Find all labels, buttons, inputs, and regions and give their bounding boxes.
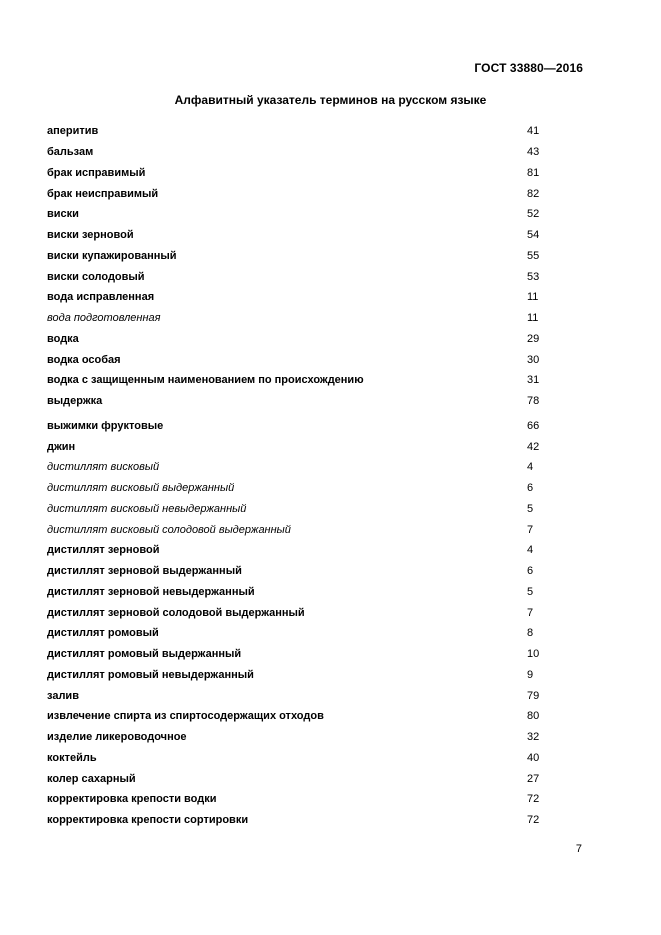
index-entry <box>47 602 567 623</box>
index-entry <box>47 246 567 267</box>
index-term: коктейль <box>47 751 97 764</box>
index-entry <box>47 789 567 810</box>
index-page-ref: 52 <box>527 208 540 221</box>
index-page-ref: 72 <box>527 814 540 827</box>
index-term: вода подготовленная <box>47 312 161 325</box>
index-term: извлечение спирта из спиртосодержащих отходов <box>47 710 324 723</box>
index-title: Алфавитный указатель терминов на русском языке <box>174 93 487 107</box>
index-entry <box>47 225 567 246</box>
index-entry <box>47 204 567 225</box>
index-entry <box>47 706 567 727</box>
index-page-ref: 41 <box>527 125 540 138</box>
index-entry <box>47 478 567 499</box>
index-entry <box>47 665 567 686</box>
index-term: дистиллят зерновой невыдержанный <box>47 585 255 598</box>
index-entry <box>47 540 567 561</box>
index-term: дистиллят ромовый <box>47 627 159 640</box>
index-term: дистиллят висковый солодовой выдержанный <box>47 523 291 536</box>
index-page-ref: 7 <box>527 523 534 536</box>
index-term: выдержка <box>47 395 103 408</box>
index-entry <box>47 727 567 748</box>
index-term: дистиллят зерновой <box>47 544 160 557</box>
index-term: виски купажированный <box>47 249 177 262</box>
index-term: дистиллят висковый невыдержанный <box>47 502 247 515</box>
index-entry <box>47 183 567 204</box>
index-term: бальзам <box>47 146 94 159</box>
index-term: дистиллят ромовый невыдержанный <box>47 668 254 681</box>
page-number: 7 <box>575 843 582 855</box>
index-page-ref: 5 <box>527 502 534 515</box>
index-page-ref: 11 <box>527 291 539 304</box>
index-term: аперитив <box>47 125 99 138</box>
index-term: виски <box>47 208 79 221</box>
index-entry <box>47 287 567 308</box>
index-term: джин <box>47 440 76 453</box>
index-entry <box>47 163 567 184</box>
index-page-ref: 80 <box>527 710 540 723</box>
index-page-ref: 32 <box>527 731 540 744</box>
index-term: виски зерновой <box>47 229 134 242</box>
index-term: дистиллят зерновой солодовой выдержанный <box>47 606 305 619</box>
index-page-ref: 82 <box>527 187 540 200</box>
index-page-ref: 31 <box>527 374 540 387</box>
index-entry <box>47 436 567 457</box>
index-entry <box>47 370 567 391</box>
index-page-ref: 6 <box>527 482 534 495</box>
index-page-ref: 27 <box>527 772 540 785</box>
index-entry <box>47 623 567 644</box>
index-entry <box>47 266 567 287</box>
index-entry <box>47 391 567 412</box>
index-page-ref: 4 <box>527 461 534 474</box>
index-term: брак неисправимый <box>47 187 159 200</box>
document-code: ГОСТ 33880—2016 <box>474 61 583 75</box>
index-entry <box>47 644 567 665</box>
index-term: дистиллят ромовый выдержанный <box>47 648 242 661</box>
index-term: изделие ликероводочное <box>47 731 187 744</box>
index-term: дистиллят зерновой выдержанный <box>47 565 242 578</box>
index-page-ref: 9 <box>527 668 534 681</box>
index-entry <box>47 349 567 370</box>
index-term: корректировка крепости водки <box>47 793 217 806</box>
index-entry <box>47 308 567 329</box>
index-page-ref: 7 <box>527 606 534 619</box>
index-page-ref: 29 <box>527 332 540 345</box>
index-entry <box>47 582 567 603</box>
index-page-ref: 10 <box>527 648 540 661</box>
index-page-ref: 11 <box>527 312 539 325</box>
term-index-list <box>47 121 567 831</box>
index-page-ref: 54 <box>527 229 540 242</box>
index-page-ref: 40 <box>527 751 540 764</box>
index-page-ref: 78 <box>527 395 540 408</box>
index-entry <box>47 519 567 540</box>
index-entry <box>47 768 567 789</box>
index-page-ref: 79 <box>527 689 540 702</box>
index-entry <box>47 121 567 142</box>
index-entry <box>47 329 567 350</box>
index-term: выжимки фруктовые <box>47 419 164 432</box>
index-term: вода исправленная <box>47 291 155 304</box>
index-page-ref: 30 <box>527 353 540 366</box>
index-entry <box>47 142 567 163</box>
index-entry <box>47 685 567 706</box>
index-entry <box>47 748 567 769</box>
index-page-ref: 81 <box>527 166 540 179</box>
index-entry <box>47 561 567 582</box>
index-term: брак исправимый <box>47 166 146 179</box>
index-term: дистиллят висковый <box>47 461 160 474</box>
index-page-ref: 43 <box>527 146 540 159</box>
index-term: корректировка крепости сортировки <box>47 814 249 827</box>
index-page-ref: 5 <box>527 585 534 598</box>
index-entry <box>47 457 567 478</box>
index-term: водка особая <box>47 353 121 366</box>
index-page-ref: 6 <box>527 565 534 578</box>
index-term: залив <box>47 689 79 702</box>
index-term: колер сахарный <box>47 772 136 785</box>
index-page-ref: 4 <box>527 544 534 557</box>
index-entry <box>47 810 567 831</box>
index-page-ref: 72 <box>527 793 540 806</box>
index-term: дистиллят висковый выдержанный <box>47 482 235 495</box>
index-page-ref: 8 <box>527 627 534 640</box>
index-entry <box>47 499 567 520</box>
index-page-ref: 42 <box>527 440 540 453</box>
index-entry <box>47 416 567 437</box>
index-term: водка с защищенным наименованием по происхождению <box>47 374 364 387</box>
index-term: виски солодовый <box>47 270 145 283</box>
index-page-ref: 66 <box>527 419 540 432</box>
index-page-ref: 55 <box>527 249 540 262</box>
index-page-ref: 53 <box>527 270 540 283</box>
index-term: водка <box>47 332 79 345</box>
